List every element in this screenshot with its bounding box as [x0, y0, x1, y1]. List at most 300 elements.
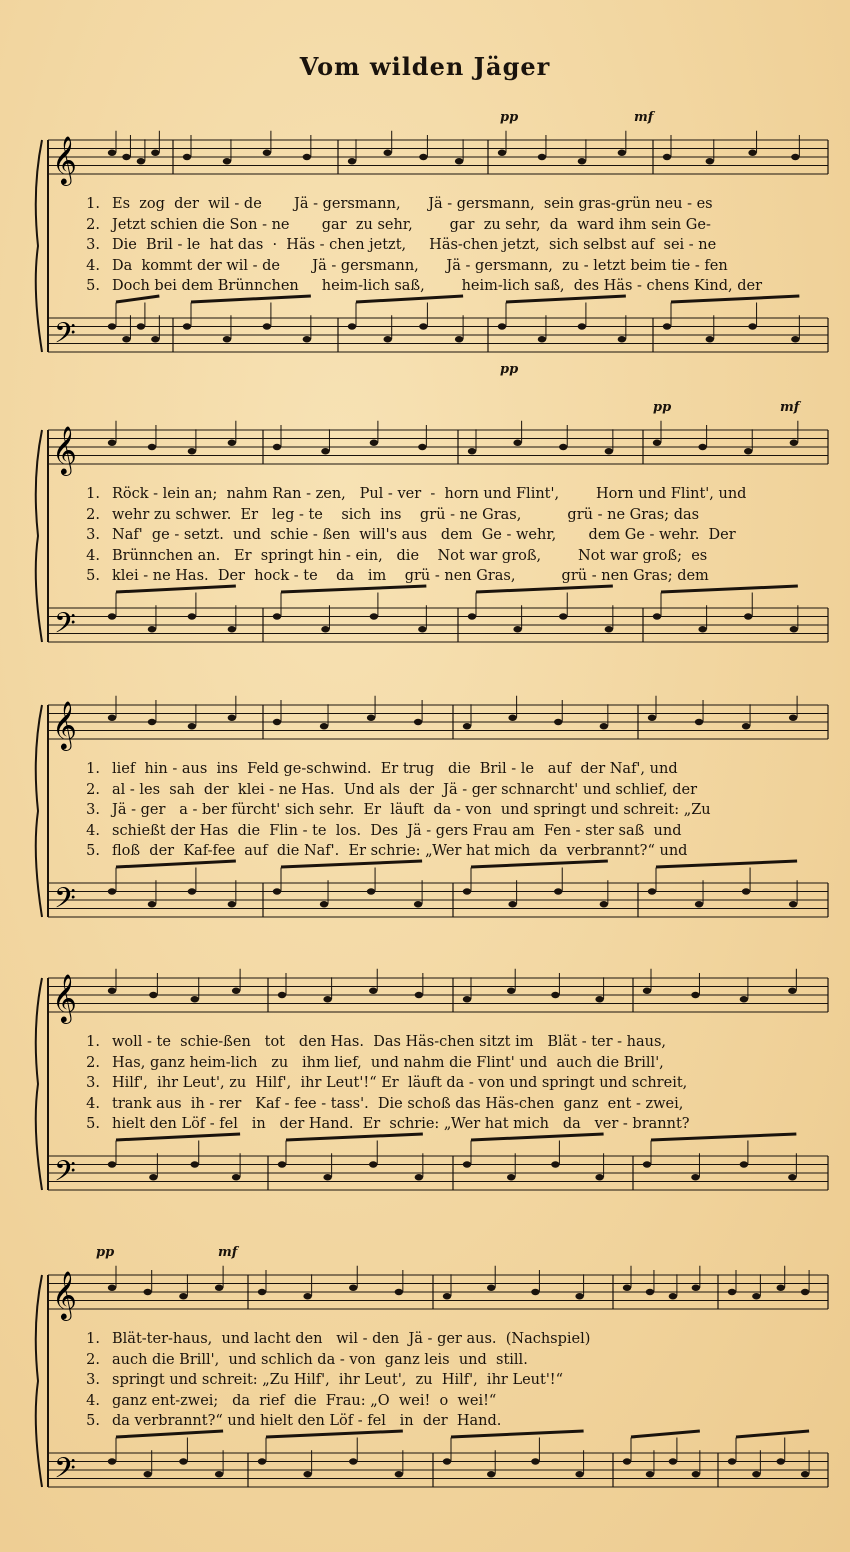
note-head: [395, 1289, 403, 1295]
note-head: [228, 715, 236, 721]
note-head: [367, 715, 375, 721]
bass-note-head: [273, 613, 281, 619]
bass-note-head: [188, 888, 196, 894]
note-head: [215, 1285, 223, 1291]
note-head: [595, 996, 603, 1002]
bass-note-head: [463, 1161, 471, 1167]
note-head: [137, 158, 145, 164]
bass-note-head: [728, 1458, 736, 1464]
note-head: [273, 444, 281, 450]
beam: [116, 861, 236, 867]
verse-number: 4.: [86, 1095, 100, 1112]
note-head: [578, 158, 586, 164]
bass-note-head: [415, 1174, 423, 1180]
bass-note-head: [122, 336, 130, 342]
beam: [356, 296, 463, 302]
bass-note-head: [646, 1471, 654, 1477]
note-head: [303, 154, 311, 160]
bass-note-head: [215, 1471, 223, 1477]
bass-note-head: [554, 888, 562, 894]
lyric-verse-line: [60, 215, 840, 236]
note-head: [348, 158, 356, 164]
bass-note-head: [228, 901, 236, 907]
verse-number: 5.: [86, 568, 100, 584]
song-title: Vom wilden Jäger: [299, 52, 551, 81]
bass-note-head: [232, 1174, 240, 1180]
note-head: [144, 1289, 152, 1295]
note-head: [463, 996, 471, 1002]
dynamic-pp-bass: pp: [500, 362, 519, 377]
verse-text: lief hin - aus ins Feld ge-schwind. Er trug die Bril - le auf der Naf', und: [112, 761, 678, 777]
verse-number: 3.: [86, 237, 100, 253]
note-head: [148, 444, 156, 450]
note-head: [108, 988, 116, 994]
lyrics-block: [60, 484, 840, 587]
bass-clef: 𝄢: [54, 317, 76, 357]
verse-text: Doch bei dem Brünnchen heim-lich saß, heim-lich saß, des Häs - chens Kind, der: [112, 278, 763, 294]
note-head: [698, 444, 706, 450]
beam: [116, 586, 236, 592]
note-head: [788, 988, 796, 994]
treble-clef: 𝄞: [52, 973, 77, 1022]
brace: [36, 430, 42, 642]
bass-note-head: [643, 1161, 651, 1167]
note-head: [188, 723, 196, 729]
bass-note-head: [191, 1161, 199, 1167]
bass-note-head: [748, 323, 756, 329]
lyric-verse-line: [60, 1032, 840, 1053]
bass-note-head: [752, 1471, 760, 1477]
bass-note-head: [692, 1471, 700, 1477]
beam: [116, 296, 159, 302]
bass-note-head: [188, 613, 196, 619]
bass-note-head: [669, 1458, 677, 1464]
note-head: [744, 448, 752, 454]
bass-note-head: [663, 323, 671, 329]
note-head: [263, 150, 271, 156]
bass-note-head: [323, 1174, 331, 1180]
brace: [36, 140, 42, 352]
note-head: [559, 444, 567, 450]
lyric-verse-line: [60, 1094, 840, 1115]
bass-note-head: [575, 1471, 583, 1477]
bass-note-head: [108, 888, 116, 894]
verse-text: Röck - lein an; nahm Ran - zen, Pul - ver - horn und Flint', Horn und Flint', und: [112, 486, 747, 502]
beam: [116, 1134, 240, 1140]
bass-note-head: [321, 626, 329, 632]
bass-note-head: [137, 323, 145, 329]
note-head: [188, 448, 196, 454]
treble-clef: 𝄞: [52, 135, 77, 184]
note-head: [600, 723, 608, 729]
note-head: [551, 992, 559, 998]
note-head: [777, 1285, 785, 1291]
lyric-verse-line: [60, 276, 840, 297]
verse-number: 5.: [86, 278, 100, 294]
note-head: [149, 992, 157, 998]
note-head: [370, 440, 378, 446]
bass-note-head: [303, 1471, 311, 1477]
note-head: [487, 1285, 495, 1291]
verse-text: Blät-ter-haus, und lacht den wil - den Jä - ger aus. (Nachspiel): [112, 1331, 591, 1347]
verse-text: trank aus ih - rer Kaf - fee - tass'. Die schoß das Häs-chen ganz ent - zwei,: [112, 1095, 684, 1112]
note-head: [507, 988, 515, 994]
lyrics-block: [60, 759, 840, 862]
note-head: [498, 150, 506, 156]
bass-note-head: [108, 613, 116, 619]
bass-note-head: [538, 336, 546, 342]
beam: [476, 586, 613, 592]
note-head: [148, 719, 156, 725]
note-head: [455, 158, 463, 164]
verse-text: schießt der Has die Flin - te los. Des Jä - gers Frau am Fen - ster saß und: [112, 822, 682, 839]
bass-note-head: [618, 336, 626, 342]
note-head: [508, 715, 516, 721]
beam: [191, 296, 311, 302]
note-head: [303, 1293, 311, 1299]
bass-note-head: [144, 1471, 152, 1477]
bass-note-head: [790, 626, 798, 632]
verse-text: al - les sah der klei - ne Has. Und als der Jä - ger schnarcht' und schlief, der: [112, 781, 698, 798]
bass-note-head: [508, 901, 516, 907]
verse-number: 2.: [86, 506, 100, 523]
verse-number: 1.: [86, 196, 100, 212]
note-head: [384, 150, 392, 156]
note-head: [801, 1289, 809, 1295]
note-head: [191, 996, 199, 1002]
note-head: [691, 992, 699, 998]
verse-text: Da kommt der wil - de Jä - gersmann, Jä - gersmann, zu - letzt beim tie - fen: [112, 257, 728, 274]
verse-number: 5.: [86, 1116, 100, 1132]
bass-note-head: [303, 336, 311, 342]
verse-text: woll - te schie-ßen tot den Has. Das Häs-chen sitzt im Blät - ter - haus,: [112, 1034, 667, 1050]
dynamic-mf: mf: [634, 110, 654, 125]
bass-note-head: [108, 323, 116, 329]
bass-note-head: [320, 901, 328, 907]
note-head: [321, 448, 329, 454]
note-head: [232, 988, 240, 994]
dynamic-mf: mf: [780, 400, 800, 415]
verse-number: 1.: [86, 1034, 100, 1050]
bass-note-head: [151, 336, 159, 342]
lyric-verse-line: [60, 1370, 840, 1391]
note-head: [531, 1289, 539, 1295]
beam: [661, 586, 798, 592]
bass-note-head: [487, 1471, 495, 1477]
note-head: [179, 1293, 187, 1299]
verse-text: auch die Brill', und schlich da - von ganz leis und still.: [112, 1351, 528, 1368]
note-head: [223, 158, 231, 164]
note-head: [273, 719, 281, 725]
note-head: [443, 1293, 451, 1299]
verse-number: 3.: [86, 1075, 100, 1091]
bass-note-head: [348, 323, 356, 329]
verse-text: hielt den Löf - fel in der Hand. Er schrie: „Wer hat mich da ver - brannt?: [112, 1116, 690, 1132]
bass-note-head: [791, 336, 799, 342]
note-head: [742, 723, 750, 729]
bass-note-head: [414, 901, 422, 907]
lyric-verse-line: [60, 194, 840, 215]
note-head: [663, 154, 671, 160]
verse-text: springt und schreit: „Zu Hilf', ihr Leut', zu Hilf', ihr Leut'!“: [112, 1372, 564, 1388]
verse-text: Es zog der wil - de Jä - gersmann, Jä - gersmann, sein gras-grün neu - es: [112, 196, 713, 212]
verse-number: 4.: [86, 822, 100, 839]
beam: [671, 296, 799, 302]
note-head: [414, 719, 422, 725]
note-head: [643, 988, 651, 994]
beam: [651, 1134, 796, 1140]
note-head: [369, 988, 377, 994]
bass-note-head: [384, 336, 392, 342]
bass-note-head: [455, 336, 463, 342]
lyric-verse-line: [60, 821, 840, 842]
bass-note-head: [789, 901, 797, 907]
bass-note-head: [498, 323, 506, 329]
bass-note-head: [183, 323, 191, 329]
verse-text: Brünnchen an. Er springt hin - ein, die Not war groß, Not war groß; es: [112, 547, 708, 564]
lyrics-block: [60, 1032, 840, 1135]
lyric-verse-line: [60, 759, 840, 780]
verse-text: Jä - ger a - ber fürcht' sich sehr. Er läuft da - von und springt und schreit: „Zu: [112, 802, 711, 818]
note-head: [623, 1285, 631, 1291]
bass-note-head: [148, 901, 156, 907]
bass-note-head: [223, 336, 231, 342]
bass-note-head: [418, 626, 426, 632]
note-head: [418, 444, 426, 450]
note-head: [108, 1285, 116, 1291]
lyric-verse-line: [60, 235, 840, 256]
bass-note-head: [742, 888, 750, 894]
bass-note-head: [605, 626, 613, 632]
bass-clef: 𝄢: [54, 607, 76, 647]
note-head: [349, 1285, 357, 1291]
treble-clef: 𝄞: [52, 700, 77, 749]
bass-note-head: [395, 1471, 403, 1477]
note-head: [108, 150, 116, 156]
note-head: [415, 992, 423, 998]
beam: [656, 861, 797, 867]
verse-number: 4.: [86, 1392, 100, 1409]
lyric-verse-line: [60, 800, 840, 821]
note-head: [323, 996, 331, 1002]
lyric-verse-line: [60, 1329, 840, 1350]
bass-note-head: [706, 336, 714, 342]
verse-number: 5.: [86, 843, 100, 859]
note-head: [791, 154, 799, 160]
note-head: [646, 1289, 654, 1295]
note-head: [463, 723, 471, 729]
bass-note-head: [273, 888, 281, 894]
treble-clef: 𝄞: [52, 1270, 77, 1319]
verse-number: 2.: [86, 1054, 100, 1071]
note-head: [575, 1293, 583, 1299]
verse-number: 5.: [86, 1413, 100, 1429]
note-head: [605, 448, 613, 454]
lyric-verse-line: [60, 1411, 840, 1432]
beam: [736, 1431, 809, 1437]
bass-note-head: [419, 323, 427, 329]
note-head: [468, 448, 476, 454]
bass-note-head: [108, 1458, 116, 1464]
beam: [631, 1431, 700, 1437]
verse-number: 3.: [86, 1372, 100, 1388]
verse-text: Has, ganz heim-lich zu ihm lief, und nahm die Flint' und auch die Brill',: [112, 1054, 664, 1071]
verse-number: 4.: [86, 257, 100, 274]
lyric-verse-line: [60, 1350, 840, 1371]
note-head: [695, 719, 703, 725]
bass-clef: 𝄢: [54, 882, 76, 922]
verse-number: 4.: [86, 547, 100, 564]
verse-text: da verbrannt?“ und hielt den Löf - fel in der Hand.: [112, 1413, 502, 1429]
lyrics-block: [60, 194, 840, 297]
beam: [286, 1134, 423, 1140]
verse-number: 2.: [86, 1351, 100, 1368]
bass-note-head: [777, 1458, 785, 1464]
verse-number: 2.: [86, 216, 100, 233]
bass-note-head: [263, 323, 271, 329]
beam: [116, 1431, 223, 1437]
note-head: [618, 150, 626, 156]
note-head: [790, 440, 798, 446]
dynamic-mf: mf: [218, 1245, 238, 1260]
bass-note-head: [740, 1161, 748, 1167]
beam: [266, 1431, 403, 1437]
verse-text: floß der Kaf-fee auf die Naf'. Er schrie: „Wer hat mich da verbrannt?“ und: [112, 843, 688, 859]
bass-note-head: [258, 1458, 266, 1464]
bass-note-head: [600, 901, 608, 907]
bass-note-head: [531, 1458, 539, 1464]
bass-note-head: [443, 1458, 451, 1464]
lyric-verse-line: [60, 256, 840, 277]
note-head: [419, 154, 427, 160]
verse-number: 3.: [86, 802, 100, 818]
verse-number: 1.: [86, 486, 100, 502]
lyric-verse-line: [60, 780, 840, 801]
lyrics-block: [60, 1329, 840, 1432]
lyric-verse-line: [60, 841, 840, 862]
bass-note-head: [744, 613, 752, 619]
beam: [506, 296, 626, 302]
verse-number: 1.: [86, 761, 100, 777]
verse-text: Die Bril - le hat das · Häs - chen jetzt, Häs-chen jetzt, sich selbst auf sei - ne: [112, 237, 717, 253]
brace: [36, 978, 42, 1190]
verse-text: Naf' ge - setzt. und schie - ßen will's aus dem Ge - wehr, dem Ge - wehr. Der: [112, 527, 736, 543]
note-head: [692, 1285, 700, 1291]
bass-note-head: [559, 613, 567, 619]
note-head: [228, 440, 236, 446]
note-head: [151, 150, 159, 156]
note-head: [728, 1289, 736, 1295]
bass-note-head: [788, 1174, 796, 1180]
bass-note-head: [367, 888, 375, 894]
bass-note-head: [513, 626, 521, 632]
brace: [36, 1275, 42, 1487]
bass-note-head: [370, 613, 378, 619]
bass-note-head: [463, 888, 471, 894]
bass-note-head: [595, 1174, 603, 1180]
note-head: [258, 1289, 266, 1295]
note-head: [183, 154, 191, 160]
bass-note-head: [179, 1458, 187, 1464]
verse-text: ganz ent-zwei; da rief die Frau: „O wei! o wei!“: [112, 1392, 497, 1409]
note-head: [108, 715, 116, 721]
bass-note-head: [228, 626, 236, 632]
bass-note-head: [695, 901, 703, 907]
verse-number: 2.: [86, 781, 100, 798]
bass-note-head: [691, 1174, 699, 1180]
beam: [451, 1431, 584, 1437]
note-head: [513, 440, 521, 446]
lyric-verse-line: [60, 546, 840, 567]
treble-clef: 𝄞: [52, 425, 77, 474]
note-head: [748, 150, 756, 156]
lyric-verse-line: [60, 1073, 840, 1094]
note-head: [108, 440, 116, 446]
note-head: [740, 996, 748, 1002]
note-head: [278, 992, 286, 998]
bass-note-head: [623, 1458, 631, 1464]
bass-clef: 𝄢: [54, 1452, 76, 1492]
bass-note-head: [653, 613, 661, 619]
verse-number: 3.: [86, 527, 100, 543]
verse-text: klei - ne Has. Der hock - te da im grü - nen Gras, grü - nen Gras; dem: [112, 568, 709, 584]
note-head: [554, 719, 562, 725]
brace: [36, 705, 42, 917]
beam: [281, 586, 426, 592]
bass-note-head: [108, 1161, 116, 1167]
verse-text: Hilf', ihr Leut', zu Hilf', ihr Leut'!“ Er läuft da - von und springt und schreit,: [112, 1075, 688, 1091]
verse-text: Jetzt schien die Son - ne gar zu sehr, gar zu sehr, da ward ihm sein Ge-: [112, 216, 711, 233]
beam: [471, 861, 608, 867]
note-head: [648, 715, 656, 721]
bass-note-head: [698, 626, 706, 632]
lyric-verse-line: [60, 1391, 840, 1412]
bass-note-head: [278, 1161, 286, 1167]
bass-note-head: [507, 1174, 515, 1180]
bass-note-head: [149, 1174, 157, 1180]
beam: [281, 861, 422, 867]
note-head: [653, 440, 661, 446]
note-head: [706, 158, 714, 164]
bass-note-head: [578, 323, 586, 329]
dynamic-pp: pp: [653, 400, 672, 415]
lyric-verse-line: [60, 484, 840, 505]
bass-note-head: [551, 1161, 559, 1167]
lyric-verse-line: [60, 566, 840, 587]
note-head: [752, 1293, 760, 1299]
bass-note-head: [369, 1161, 377, 1167]
lyric-verse-line: [60, 525, 840, 546]
beam: [471, 1134, 604, 1140]
lyric-verse-line: [60, 1053, 840, 1074]
bass-note-head: [349, 1458, 357, 1464]
dynamic-pp: pp: [96, 1245, 115, 1260]
bass-note-head: [801, 1471, 809, 1477]
note-head: [122, 154, 130, 160]
lyric-verse-line: [60, 1114, 840, 1135]
note-head: [320, 723, 328, 729]
dynamic-pp: pp: [500, 110, 519, 125]
bass-note-head: [468, 613, 476, 619]
note-head: [538, 154, 546, 160]
lyric-verse-line: [60, 505, 840, 526]
bass-note-head: [148, 626, 156, 632]
verse-text: wehr zu schwer. Er leg - te sich ins grü - ne Gras, grü - ne Gras; das: [112, 506, 700, 523]
note-head: [669, 1293, 677, 1299]
bass-note-head: [648, 888, 656, 894]
verse-number: 1.: [86, 1331, 100, 1347]
note-head: [789, 715, 797, 721]
